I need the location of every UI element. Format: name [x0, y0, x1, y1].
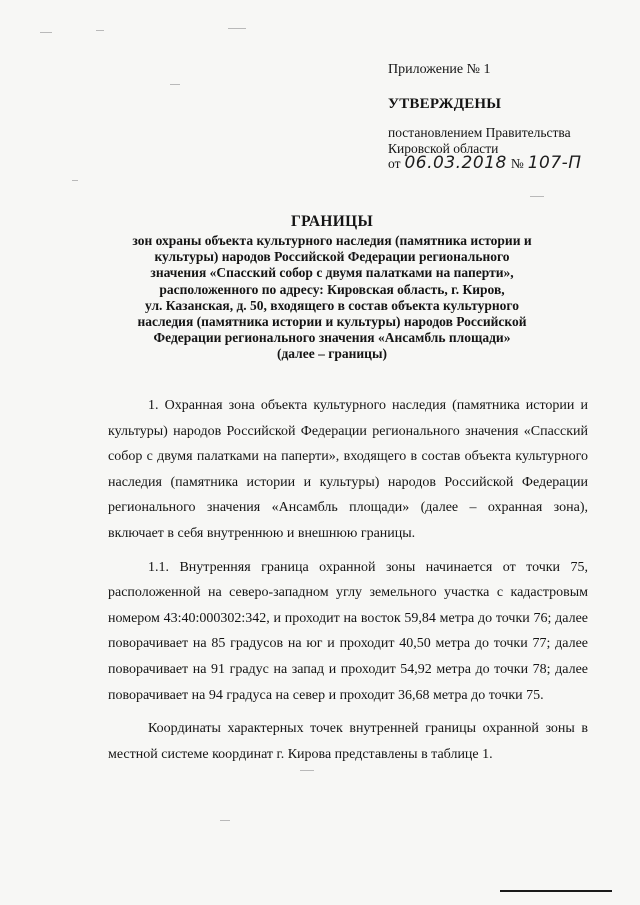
- scan-speck: [40, 32, 52, 33]
- decree-line-2: Кировской области: [388, 140, 499, 156]
- handwritten-number: 107-П: [527, 153, 582, 173]
- document-body: [108, 393, 588, 767]
- approved-label: УТВЕРЖДЕНЫ: [388, 96, 502, 112]
- paragraph-1: 1. Охранная зона объекта культурного наследия (памятника истории и культуры) народов Российской Федерации регионального значения «Спасский собор с двумя палатками на паперти», входящего в состав объекта культурного наследия (памятника истории и культуры) народов Российской Федерации регионального значения «Ансамбль площади» (далее – охранная зона), включает в себя внутреннюю и внешнюю границы.: [108, 398, 588, 541]
- title-line: культуры) народов Российской Федерации регионального: [154, 249, 510, 265]
- paragraph-1-1: 1.1. Внутренняя граница охранной зоны начинается от точки 75, расположенной на северо-западном углу земельного участка с кадастровым номером 43:40:000302:342, и проходит на восток 59,84 метра до точки 76; далее поворачивает на 85 градусов на юг и проходит 40,50 метра до точки 77; далее поворачивает на 91 градус на запад и проходит 54,92 метра до точки 78; далее поворачивает на 94 градуса на север и проходит 36,68 метра до точки 75.: [108, 559, 588, 703]
- scan-speck: [220, 820, 230, 821]
- title-line: ул. Казанская, д. 50, входящего в состав объекта культурного: [145, 297, 519, 313]
- decree-reference: [388, 125, 582, 172]
- scan-speck: [96, 30, 104, 31]
- date-prefix: от: [388, 156, 401, 171]
- title-line: расположенного по адресу: Кировская область, г. Киров,: [159, 281, 505, 297]
- title-line: Федерации регионального значения «Ансамбль площади»: [153, 330, 511, 346]
- number-prefix: №: [510, 156, 524, 171]
- title-line: наследия (памятника истории и культуры) народов Российской: [137, 314, 527, 330]
- scan-speck: [170, 84, 180, 85]
- decree-date-line: [388, 153, 582, 173]
- title-line: (далее – границы): [276, 346, 387, 362]
- title-main: ГРАНИЦЫ: [290, 213, 374, 230]
- scan-speck: [300, 770, 314, 771]
- decree-line-1: постановлением Правительства: [388, 125, 571, 140]
- scan-speck: [72, 180, 78, 181]
- title-line: зон охраны объекта культурного наследия (памятника истории и: [132, 233, 532, 248]
- appendix-label: Приложение № 1: [388, 62, 491, 77]
- document-title: [112, 212, 552, 363]
- paragraph-coordinates: Координаты характерных точек внутренней границы охранной зоны в местной системе координат г. Кирова представлены в таблице 1.: [108, 721, 588, 762]
- handwritten-date: 06.03.2018: [404, 153, 507, 173]
- footer-rule: [500, 890, 612, 892]
- scan-speck: [530, 196, 544, 197]
- title-line: значения «Спасский собор с двумя палатками на паперти»,: [150, 265, 514, 281]
- scan-speck: [228, 28, 246, 29]
